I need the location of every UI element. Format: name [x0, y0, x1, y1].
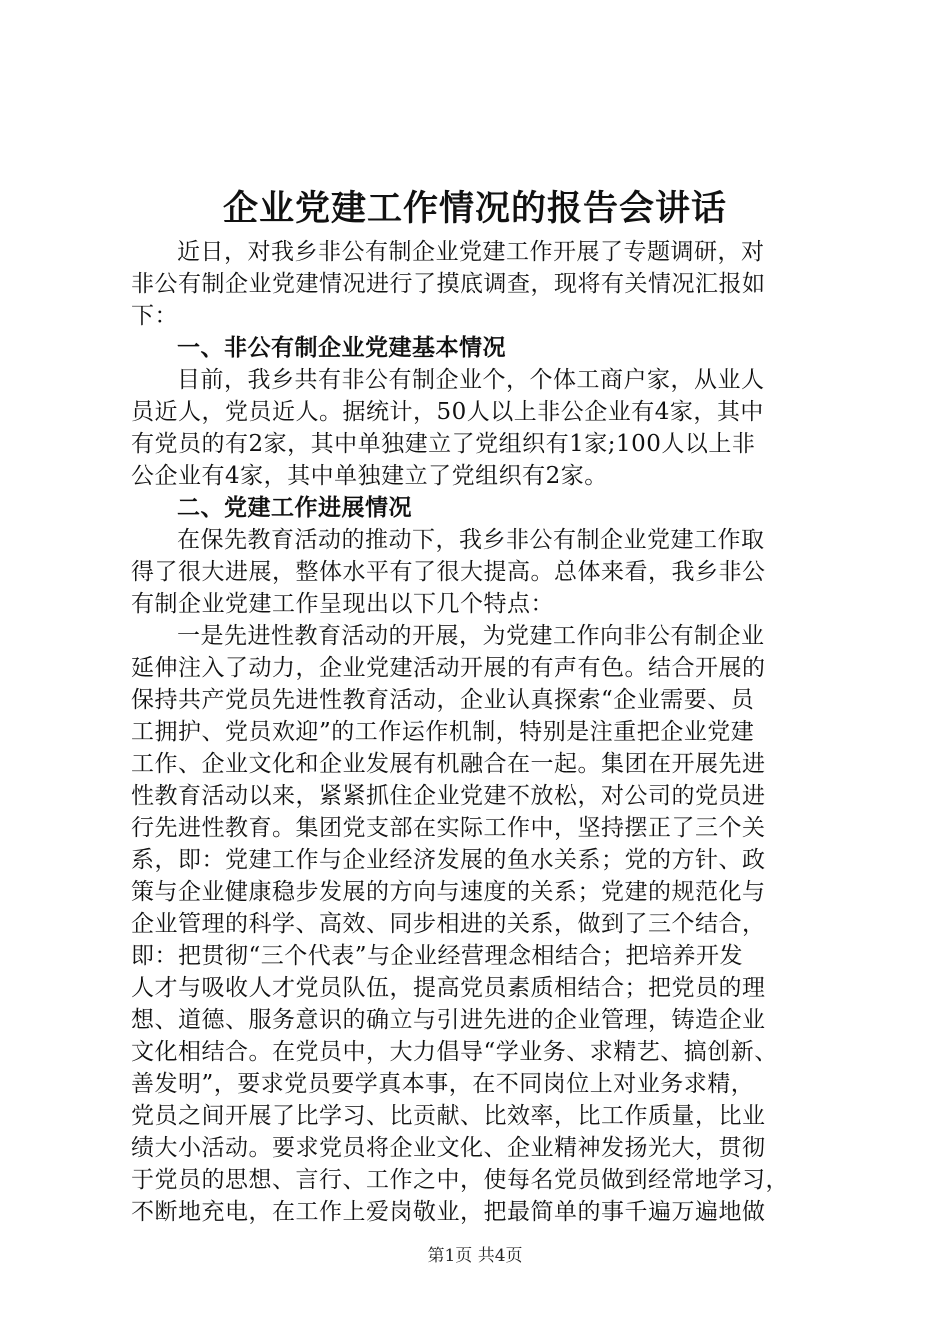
- text-line: 人才与吸收人才党员队伍，提高党员素质相结合；把党员的理: [131, 975, 766, 1001]
- text-line: 工作、企业文化和企业发展有机融合在一起。集团在开展先进: [131, 751, 766, 777]
- text-line: 行先进性教育。集团党支部在实际工作中，坚持摆正了三个关: [131, 815, 766, 841]
- text-line: 企业管理的科学、高效、同步相进的关系，做到了三个结合，: [131, 911, 766, 937]
- text-line: 不断地充电，在工作上爱岗敬业，把最简单的事千遍万遍地做: [131, 1199, 766, 1225]
- document-title: 企业党建工作情况的报告会讲话: [222, 188, 727, 229]
- text-line: 善发明”，要求党员要学真本事，在不同岗位上对业务求精，: [131, 1071, 755, 1097]
- section-heading: 一、非公有制企业党建基本情况: [177, 335, 506, 361]
- text-line: 下：: [131, 303, 178, 329]
- text-line: 即：把贯彻“三个代表”与企业经营理念相结合；把培养开发: [131, 943, 744, 969]
- text-line: 工拥护、党员欢迎”的工作运作机制，特别是注重把企业党建: [131, 719, 755, 745]
- text-line: 得了很大进展，整体水平有了很大提高。总体来看，我乡非公: [131, 559, 766, 585]
- text-line: 性教育活动以来，紧紧抓住企业党建不放松，对公司的党员进: [131, 783, 766, 809]
- text-line: 公企业有4家，其中单独建立了党组织有2家。: [131, 463, 608, 489]
- page-footer: 第1页 共4页: [427, 1246, 523, 1266]
- text-line: 保持共产党员先进性教育活动，企业认真探索“企业需要、员: [131, 687, 755, 713]
- section-heading: 二、党建工作进展情况: [177, 495, 412, 521]
- text-line: 党员之间开展了比学习、比贡献、比效率，比工作质量，比业: [131, 1103, 766, 1129]
- text-line: 员近人，党员近人。据统计，50人以上非公企业有4家，其中: [131, 399, 764, 425]
- text-line: 延伸注入了动力，企业党建活动开展的有声有色。结合开展的: [131, 655, 766, 681]
- text-line: 策与企业健康稳步发展的方向与速度的关系；党建的规范化与: [131, 879, 766, 905]
- text-line: 非公有制企业党建情况进行了摸底调查，现将有关情况汇报如: [131, 271, 766, 297]
- text-line: 绩大小活动。要求党员将企业文化、企业精神发扬光大，贯彻: [131, 1135, 766, 1161]
- text-line: 想、道德、服务意识的确立与引进先进的企业管理，铸造企业: [131, 1007, 766, 1033]
- text-line: 一是先进性教育活动的开展，为党建工作向非公有制企业: [177, 623, 765, 649]
- text-line: 于党员的思想、言行、工作之中，使每名党员做到经常地学习，: [131, 1167, 789, 1193]
- text-line: 有党员的有2家，其中单独建立了党组织有1家;100人以上非: [131, 431, 756, 457]
- text-line: 在保先教育活动的推动下，我乡非公有制企业党建工作取: [177, 527, 765, 553]
- text-line: 系，即：党建工作与企业经济发展的鱼水关系；党的方针、政: [131, 847, 766, 873]
- text-line: 有制企业党建工作呈现出以下几个特点：: [131, 591, 554, 617]
- text-line: 目前，我乡共有非公有制企业个，个体工商户家，从业人: [177, 367, 765, 393]
- text-line: 近日，对我乡非公有制企业党建工作开展了专题调研，对: [177, 239, 765, 265]
- document-body: [131, 236, 831, 1228]
- text-line: 文化相结合。在党员中，大力倡导“学业务、求精艺、搞创新、: [131, 1039, 778, 1065]
